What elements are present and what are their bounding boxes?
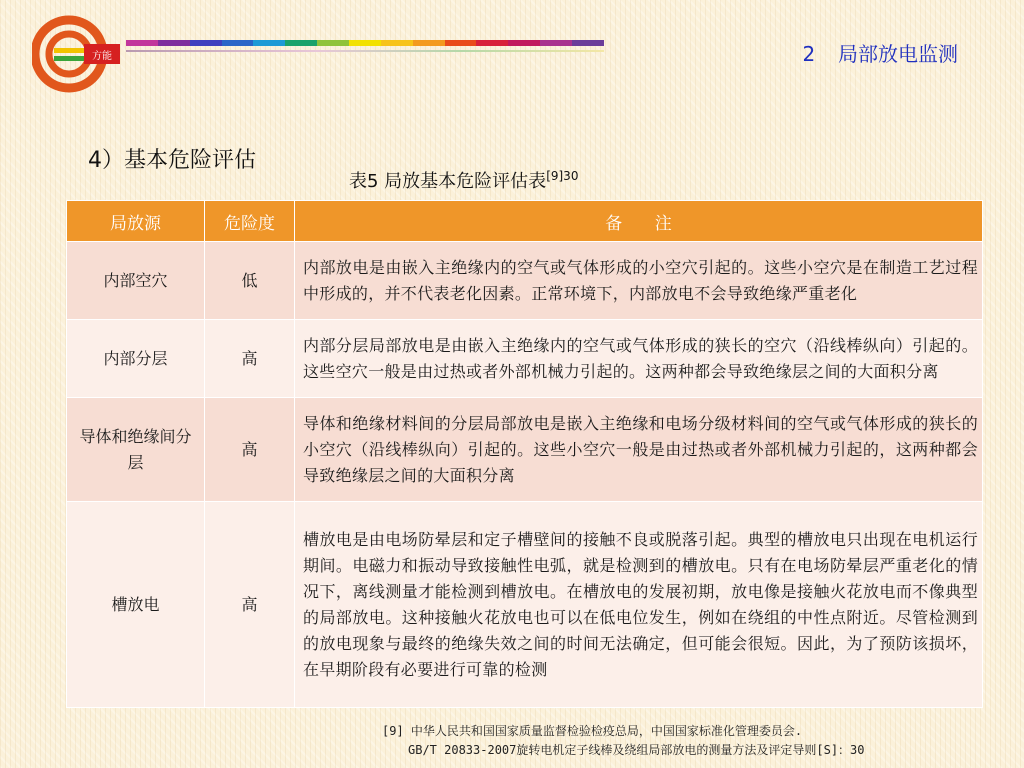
table-row [67,398,983,502]
stripe-segment [381,40,413,46]
footnote [382,722,865,760]
table-row [67,502,983,708]
cell-risk: 高 [205,320,295,398]
stripe-segment [540,40,572,46]
section-title [803,38,958,67]
stripe-underline [126,50,604,52]
stripe-segment [317,40,349,46]
risk-table-container [66,200,982,708]
cell-source: 槽放电 [67,502,205,708]
stripe-segment [572,40,604,46]
logo-text: 方能 [92,51,112,62]
cell-risk: 高 [205,398,295,502]
footnote-line-2: GB/T 20833-2007旋转电机定子线棒及绕组局部放电的测量方法及评定导则[S]：30 [408,743,865,757]
cell-note: 槽放电是由电场防晕层和定子槽壁间的接触不良或脱落引起。典型的槽放电只出现在电机运行期间。电磁力和振动导致接触性电弧，就是检测到的槽放电。只有在电场防晕层严重老化的情况下，离线测量才能检测到槽放电。在槽放电的发展初期，放电像是接触火花放电而不像典型的局部放电。这种接触火花放电也可以在低电位发生，例如在绕组的中性点附近。尽管检测到的放电现象与最终的绝缘失效之间的时间无法确定，但可能会很短。因此，为了预防该损坏，在早期阶段有必要进行可靠的检测 [295,502,983,708]
table-row [67,320,983,398]
section-title-text: 局部放电监测 [838,42,958,66]
table-caption-ref: [9]30 [546,169,579,183]
stripe-segment [413,40,445,46]
risk-assessment-table [66,200,983,708]
stripe-segment [126,40,158,46]
cell-note: 内部放电是由嵌入主绝缘内的空气或气体形成的小空穴引起的。这些小空穴是在制造工艺过程中形成的，并不代表老化因素。正常环境下，内部放电不会导致绝缘严重老化 [295,242,983,320]
header-risk: 危险度 [205,201,295,242]
cell-note: 导体和绝缘材料间的分层局部放电是嵌入主绝缘和电场分级材料间的空气或气体形成的狭长的小空穴（沿线棒纵向）引起的。这些小空穴一般是由过热或者外部机械力引起的，这两种都会导致绝缘层之间的大面积分离 [295,398,983,502]
stripe-segment [222,40,254,46]
table-row [67,242,983,320]
stripe-segment [190,40,222,46]
stripe-segment [285,40,317,46]
stripe-segment [253,40,285,46]
table-caption [349,167,578,193]
cell-risk: 高 [205,502,295,708]
stripe-segment [508,40,540,46]
table-header-row [67,201,983,242]
header-source: 局放源 [67,201,205,242]
slide-heading: 4）基本危险评估 [88,148,256,173]
cell-risk: 低 [205,242,295,320]
decorative-color-stripes [126,40,604,62]
table-caption-text: 表5 局放基本危险评估表 [349,171,547,192]
cell-source: 导体和绝缘间分层 [67,398,205,502]
stripe-segment [349,40,381,46]
company-logo [32,14,120,94]
stripe-row [126,40,604,46]
cell-source: 内部分层 [67,320,205,398]
cell-source: 内部空穴 [67,242,205,320]
stripe-segment [445,40,477,46]
stripe-segment [476,40,508,46]
cell-note: 内部分层局部放电是由嵌入主绝缘内的空气或气体形成的狭长的空穴（沿线棒纵向）引起的。这些空穴一般是由过热或者外部机械力引起的。这两种都会导致绝缘层之间的大面积分离 [295,320,983,398]
section-number: 2 [802,42,816,66]
footnote-line-1: [9] 中华人民共和国国家质量监督检验检疫总局，中国国家标准化管理委员会. [382,724,803,738]
stripe-segment [158,40,190,46]
header-note: 备 注 [295,201,983,242]
